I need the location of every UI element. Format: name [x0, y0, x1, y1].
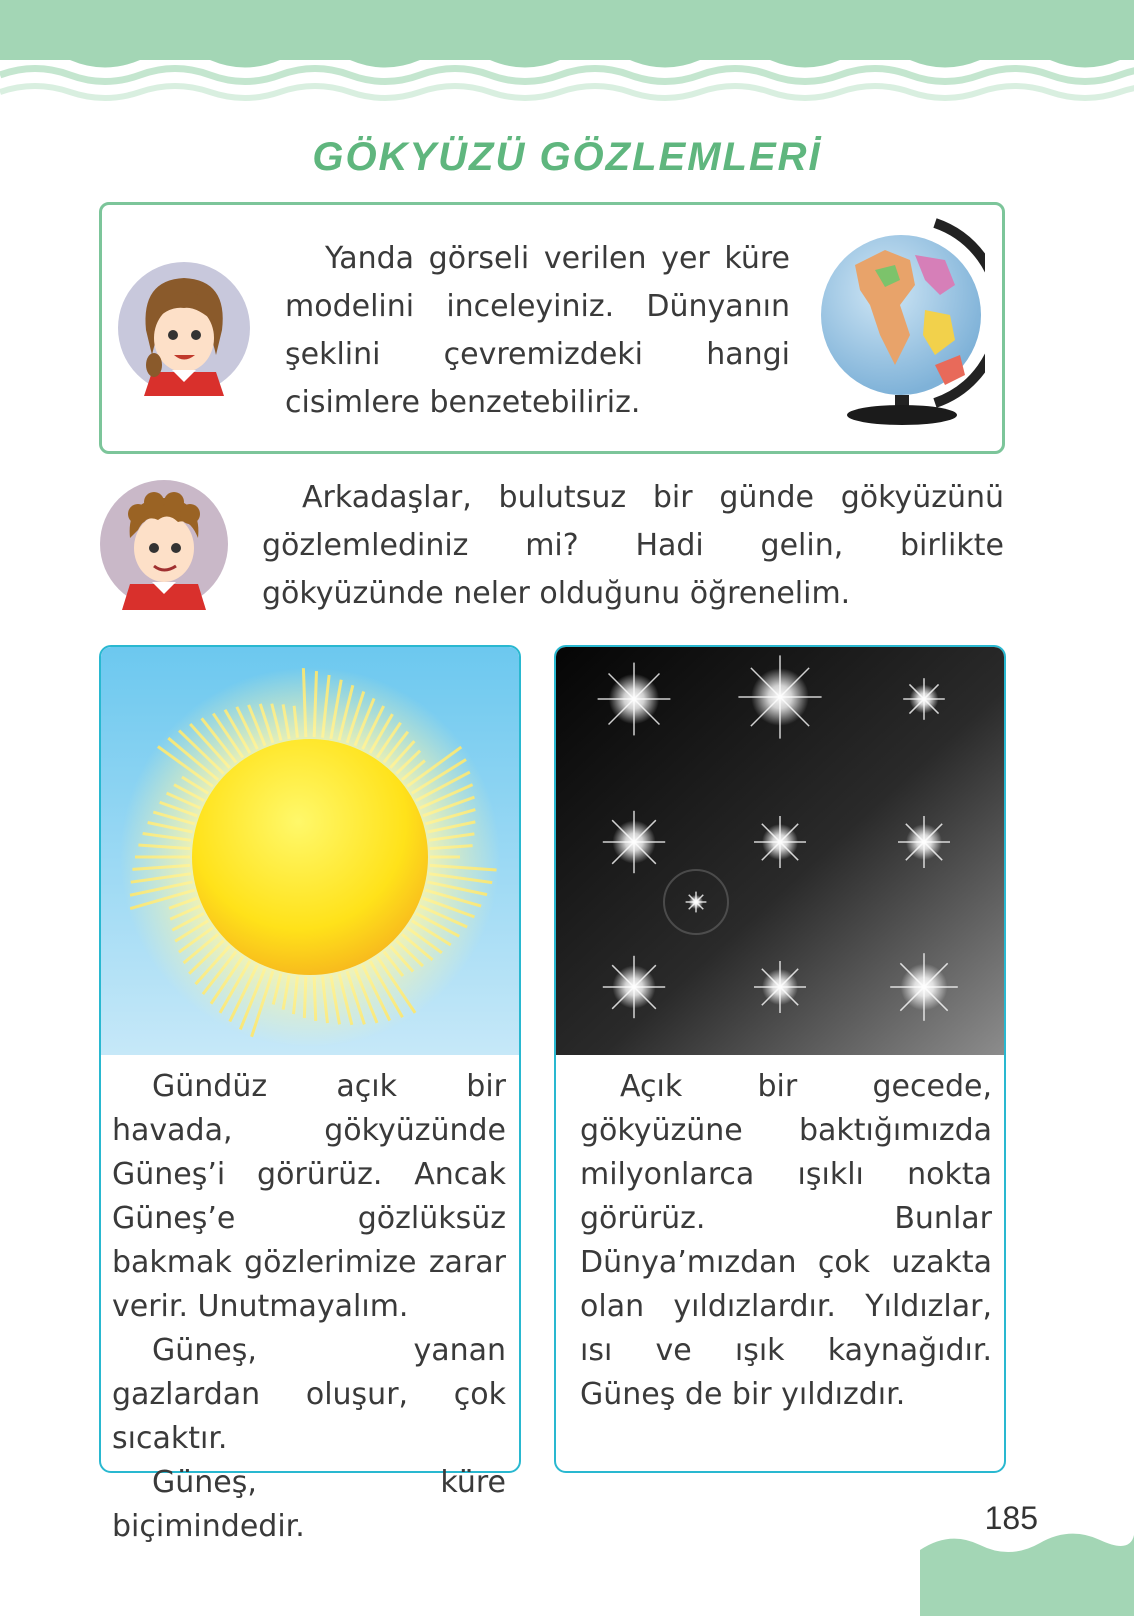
intro-paragraph-2: Arkadaşlar, bulutsuz bir günde gökyüzünü gözlemlediniz mi? Hadi gelin, birlikte gökyüzünde neler olduğunu öğrenelim. — [262, 480, 1004, 611]
night-sky-image — [556, 647, 1004, 1055]
sun-card-text: Gündüz açık bir havada, gökyüzünde Güneş’i görürüz. Ancak Güneş’e gözlüksüz bakmak gözlerimize zarar verir. Unutmayalım. Güneş, yanan gazlardan oluşur, çok sıcaktır. Güneş, küre biçimindedir. — [112, 1069, 506, 1544]
sun-image — [101, 647, 519, 1055]
star — [738, 655, 821, 738]
intro-text: Yanda görseli verilen yer küre modelini inceleyiniz. Dünyanın şeklini çevremizdeki hangi cisimlere benzetebiliriz. — [285, 241, 790, 420]
page-number: 185 — [984, 1500, 1038, 1536]
page-corner-wave — [920, 1525, 1134, 1616]
girl-avatar — [116, 260, 252, 396]
page-title: GÖKYÜZÜ GÖZLEMLERİ — [312, 135, 822, 179]
star — [903, 678, 945, 720]
header-wave-band — [0, 0, 1134, 110]
stars-card-text: Açık bir gecede, gökyüzüne baktığımızda milyonlarca ışıklı nokta görürüz. Bunlar Dünya’mızdan çok uzakta olan yıldızlardır. Yıldızlar, ısı ve ışık kaynağıdır. Güneş de bir yıldızdır. — [580, 1069, 992, 1412]
globe-image — [815, 215, 985, 435]
boy-avatar — [98, 478, 230, 610]
star — [890, 953, 958, 1021]
